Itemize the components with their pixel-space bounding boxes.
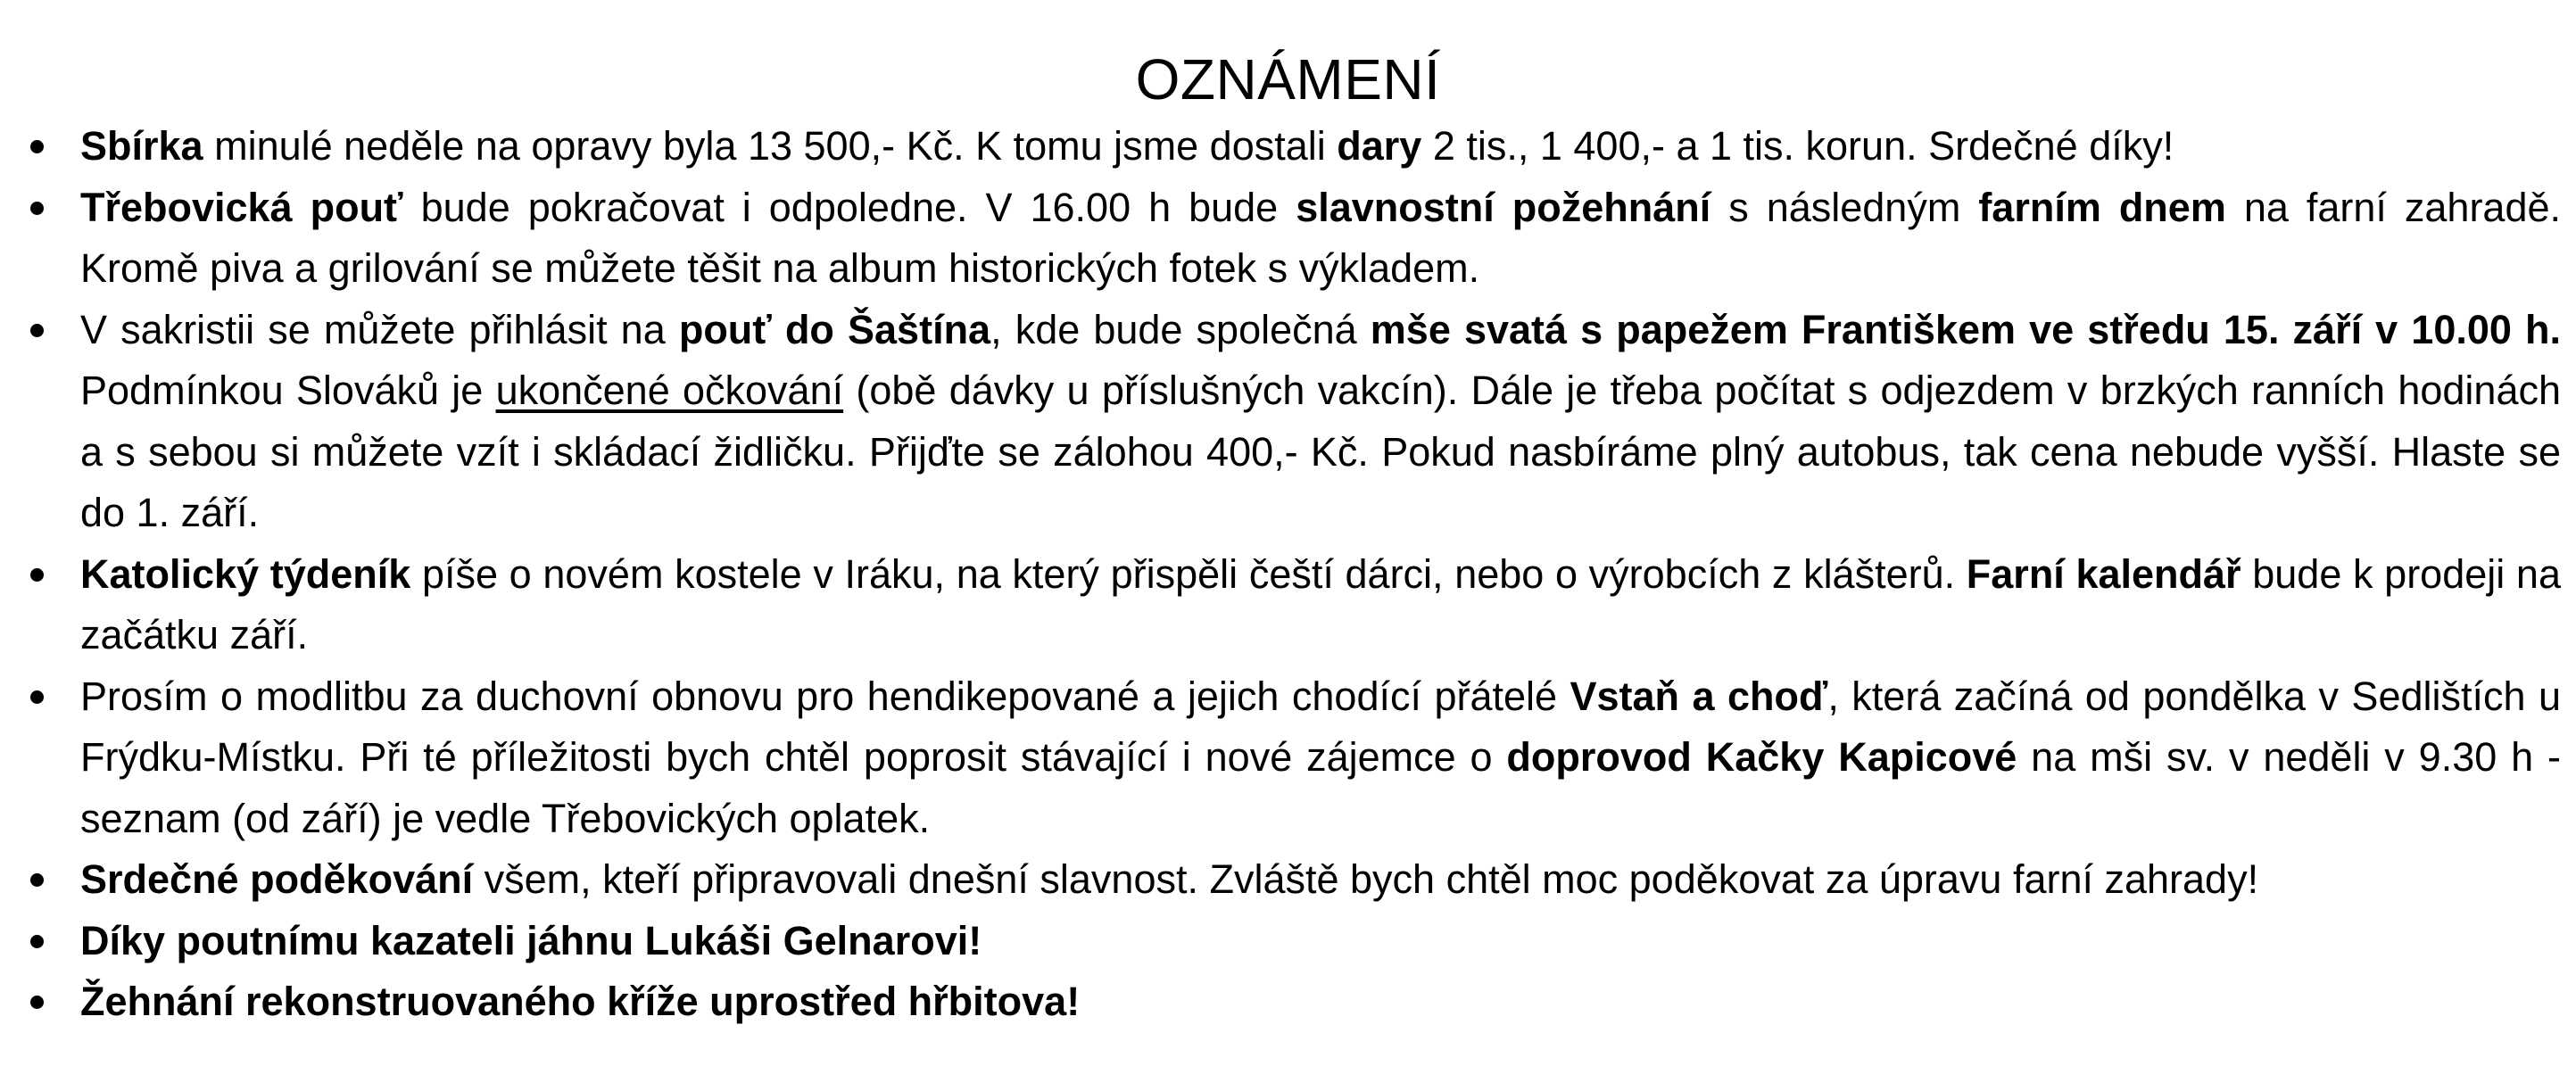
list-item-preacher-thanks xyxy=(80,911,2561,972)
item-text: s následným xyxy=(1710,184,1979,230)
item-bold-text: mše svatá s papežem Františkem ve středu 15. září v 10.00 h. xyxy=(1370,306,2562,352)
item-text: , kde bude společná xyxy=(990,306,1371,352)
list-item-sastin-trip xyxy=(80,300,2561,544)
item-text: na mši sv. v neděli v 9.30 h - seznam (od září) je vedle Třebovických oplatek. xyxy=(80,734,2561,841)
page-title: OZNÁMENÍ xyxy=(1135,46,1441,112)
list-item-prayer xyxy=(80,666,2561,850)
item-bold-text: farním dnem xyxy=(1978,184,2226,230)
announcement-list xyxy=(80,116,2561,1033)
item-bold-text: Vstaň a choď xyxy=(1570,673,1828,719)
item-bold-text: Třebovická pouť xyxy=(80,184,403,230)
item-bold-text: Díky poutnímu kazateli jáhnu Lukáši Gelnarovi! xyxy=(80,917,982,963)
item-text: píše o novém kostele v Iráku, na který přispěli čeští dárci, nebo o výrobcích z klášterů. xyxy=(410,550,1967,597)
item-bold-text: dary xyxy=(1337,123,1422,169)
list-item-thanks xyxy=(80,849,2561,911)
item-text: minulé neděle na opravy byla 13 500,- Kč. K tomu jsme dostali xyxy=(203,123,1338,169)
item-bold-text: Katolický týdeník xyxy=(80,550,411,597)
list-item-collection xyxy=(80,116,2561,178)
item-bold-text: Srdečné poděkování xyxy=(80,856,474,902)
list-item-cross-blessing xyxy=(80,971,2561,1033)
item-bold-text: pouť do Šaštína xyxy=(678,306,991,352)
item-bold-text: slavnostní požehnání xyxy=(1296,184,1711,230)
item-text: bude pokračovat i odpoledne. V 16.00 h bude xyxy=(402,184,1296,230)
list-item-pilgrimage xyxy=(80,178,2561,300)
list-item-weekly xyxy=(80,544,2561,666)
item-text: 2 tis., 1 400,- a 1 tis. korun. Srdečné díky! xyxy=(1421,123,2174,169)
item-bold-text: Žehnání rekonstruovaného kříže uprostřed hřbitova! xyxy=(80,979,1081,1024)
item-text: bude k prodeji na začátku září. xyxy=(80,550,2561,657)
item-underlined-text: ukončené očkování xyxy=(495,368,844,413)
item-text: (obě dávky u příslušných vakcín). Dále je třeba počítat s odjezdem v brzkých ranních hodinách a s sebou si můžete vzít i skládací židličku. Přijďte se zálohou 400,- Kč. Pokud nasbíráme plný autobus, tak cena nebude vyšší. Hlaste se do 1. září. xyxy=(80,368,2562,535)
item-text: na farní zahradě. Kromě piva a grilování se můžete těšit na album historických fotek s výkladem. xyxy=(80,184,2562,291)
item-bold-text: Sbírka xyxy=(80,123,203,169)
item-bold-text: Farní kalendář xyxy=(1966,550,2241,597)
item-text: Podmínkou Slováků je xyxy=(80,368,496,413)
item-text: , která začíná od pondělka v Sedlištích u Frýdku-Místku. Při té příležitosti bych chtěl poprosit stávající i nové zájemce o xyxy=(80,673,2562,780)
item-bold-text: doprovod Kačky Kapicové xyxy=(1506,734,2017,780)
item-text: V sakristii se můžete přihlásit na xyxy=(80,306,679,352)
item-text: Prosím o modlitbu za duchovní obnovu pro hendikepované a jejich chodící přátelé xyxy=(80,673,1570,719)
item-text: všem, kteří připravovali dnešní slavnost. Zvláště bych chtěl moc poděkovat za úpravu farní zahrady! xyxy=(473,856,2259,902)
